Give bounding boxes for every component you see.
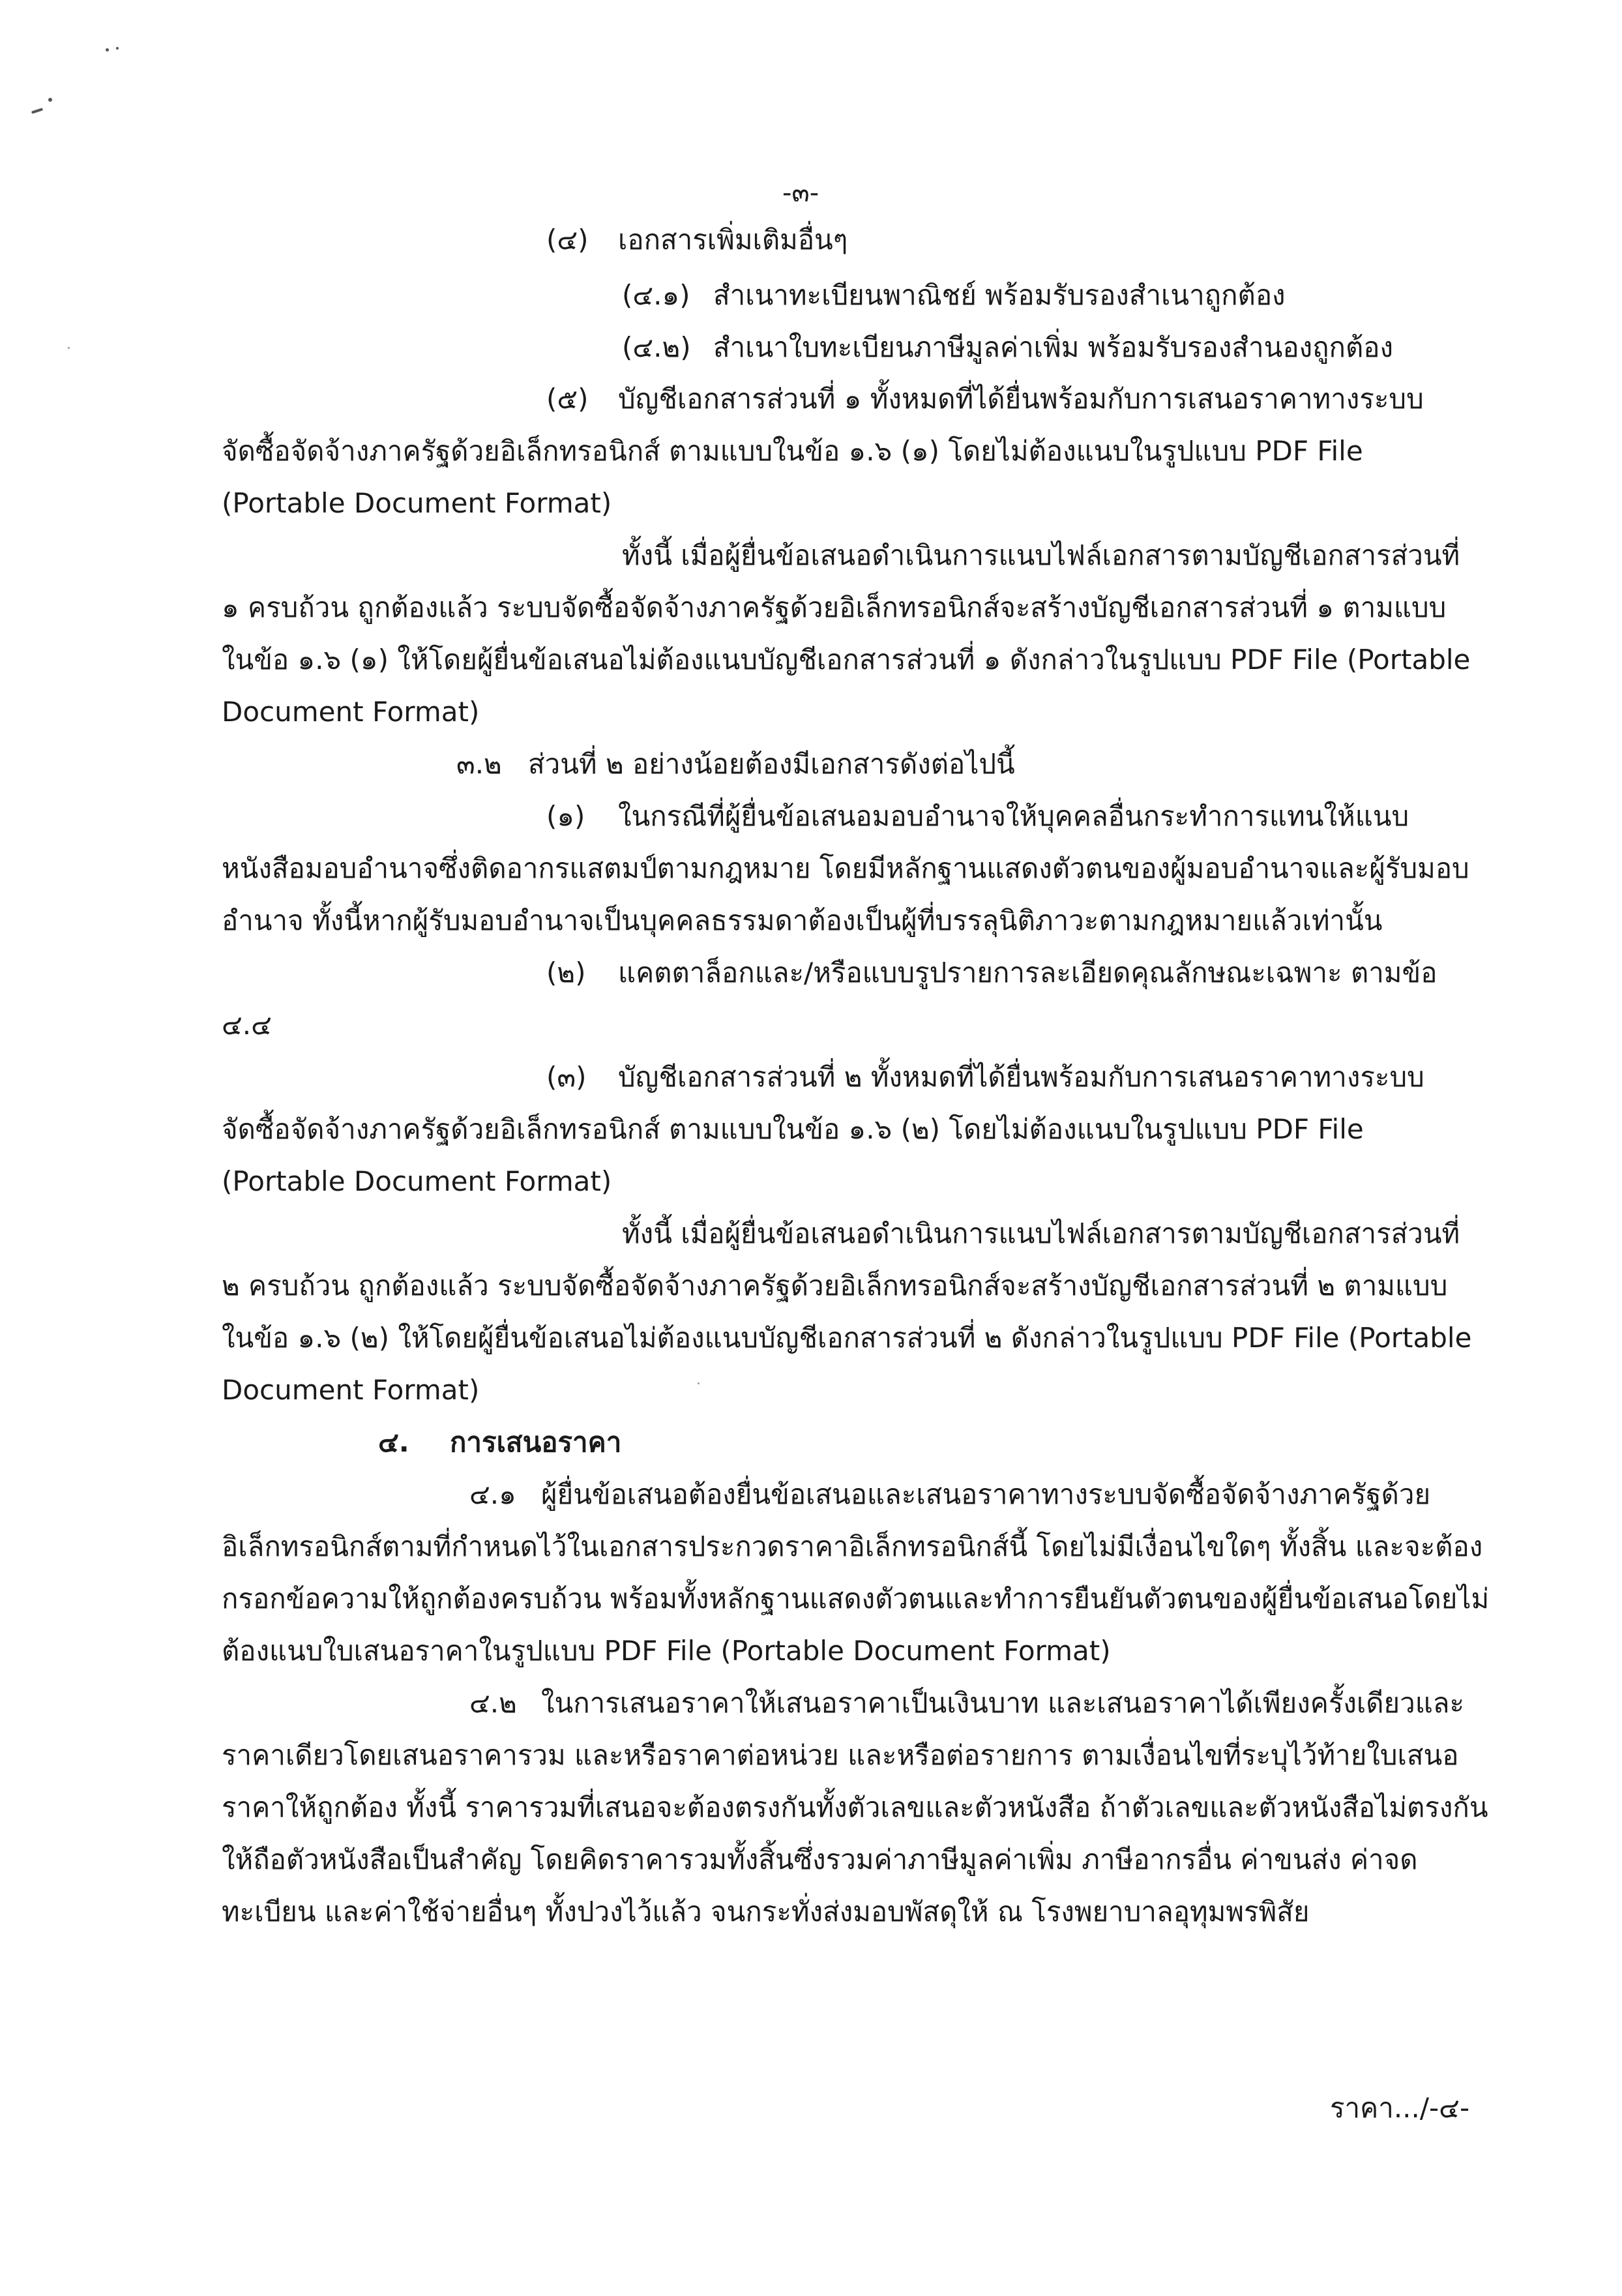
item-4-1-number: (๔.๑) [622,279,690,311]
item-4-2 [622,329,1393,366]
section-4-1-number: ๔.๑ [469,1478,516,1510]
paragraph-2-line-4: Document Format) [222,1374,480,1406]
scan-speck [106,48,109,52]
continuation-note: ราคา.../-๔- [1330,2092,1470,2124]
section-4-2-text: ในการเสนอราคาให้เสนอราคาเป็นเงินบาท และเสนอราคาได้เพียงครั้งเดียวและ [541,1687,1465,1719]
section-4-2-line-2: ราคาเดียวโดยเสนอราคารวม และหรือราคาต่อหน่วย และหรือต่อรายการ ตามเงื่อนไขที่ระบุไว้ท้ายใบเสนอ [222,1739,1459,1771]
item-5-line-2: จัดซื้อจัดจ้างภาครัฐด้วยอิเล็กทรอนิกส์ ตามแบบในข้อ ๑.๖ (๑) โดยไม่ต้องแนบในรูปแบบ PDF File [222,435,1363,467]
item-5-line-3: (Portable Document Format) [222,487,612,519]
section-4-1-line-4: ต้องแนบใบเสนอราคาในรูปแบบ PDF File (Portable Document Format) [222,1635,1111,1667]
paragraph-2-line-3: ในข้อ ๑.๖ (๒) ให้โดยผู้ยื่นข้อเสนอไม่ต้องแนบบัญชีเอกสารส่วนที่ ๒ ดังกล่าวในรูปแบบ PDF File (Portable [222,1322,1472,1354]
section-3-2-text: ส่วนที่ ๒ อย่างน้อยต้องมีเอกสารดังต่อไปนี้ [528,748,1015,780]
page-number: -๓- [782,178,819,208]
item-b2-line-2: ๔.๔ [222,1009,272,1041]
scan-speck [698,1382,700,1384]
item-4-2-number: (๔.๒) [622,331,691,363]
item-b3-line-1 [546,1059,1424,1096]
paragraph-2-line-1: ทั้งนี้ เมื่อผู้ยื่นข้อเสนอดำเนินการแนบไฟล์เอกสารตามบัญชีเอกสารส่วนที่ [622,1217,1460,1249]
section-4-2-line-1 [469,1685,1464,1722]
section-4-1-line-2: อิเล็กทรอนิกส์ตามที่กำหนดไว้ในเอกสารประกวดราคาอิเล็กทรอนิกส์นี้ โดยไม่มีเงื่อนไขใดๆ ทั้งสิ้น และจะต้อง [222,1530,1483,1562]
item-5-text: บัญชีเอกสารส่วนที่ ๑ ทั้งหมดที่ได้ยื่นพร้อมกับการเสนอราคาทางระบบ [618,383,1424,415]
scan-speck [48,98,52,102]
scan-speck [116,47,119,50]
item-b1-line-3: อำนาจ ทั้งนี้หากผู้รับมอบอำนาจเป็นบุคคลธรรมดาต้องเป็นผู้ที่บรรลุนิติภาวะตามกฎหมายแล้วเท่านั้น [222,904,1383,936]
item-b1-line-1 [546,798,1409,835]
paragraph-2-line-2: ๒ ครบถ้วน ถูกต้องแล้ว ระบบจัดซื้อจัดจ้างภาครัฐด้วยอิเล็กทรอนิกส์จะสร้างบัญชีเอกสารส่วนที่ ๒ ตามแบบ [222,1270,1448,1302]
item-4 [546,222,848,258]
section-4-1-line-1 [469,1476,1430,1513]
item-b1-number: (๑) [546,800,585,832]
section-4-title: การเสนอราคา [450,1426,622,1458]
item-4-2-text: สำเนาใบทะเบียนภาษีมูลค่าเพิ่ม พร้อมรับรองสำนองถูกต้อง [713,331,1393,363]
section-4-1-text: ผู้ยื่นข้อเสนอต้องยื่นข้อเสนอและเสนอราคาทางระบบจัดซื้อจัดจ้างภาครัฐด้วย [541,1478,1431,1510]
item-b3-number: (๓) [546,1061,587,1093]
item-b3-line-2: จัดซื้อจัดจ้างภาครัฐด้วยอิเล็กทรอนิกส์ ตามแบบในข้อ ๑.๖ (๒) โดยไม่ต้องแนบในรูปแบบ PDF File [222,1113,1364,1145]
paragraph-1-line-3: ในข้อ ๑.๖ (๑) ให้โดยผู้ยื่นข้อเสนอไม่ต้องแนบบัญชีเอกสารส่วนที่ ๑ ดังกล่าวในรูปแบบ PDF File (Portable [222,644,1471,676]
paragraph-1-line-4: Document Format) [222,696,480,728]
paragraph-1-line-2: ๑ ครบถ้วน ถูกต้องแล้ว ระบบจัดซื้อจัดจ้างภาครัฐด้วยอิเล็กทรอนิกส์จะสร้างบัญชีเอกสารส่วนที่ ๑ ตามแบบ [222,591,1447,623]
scan-speck [68,347,70,349]
item-4-1 [622,277,1286,314]
section-4-number: ๔. [378,1426,409,1458]
section-4-2-line-3: ราคาให้ถูกต้อง ทั้งนี้ ราคารวมที่เสนอจะต้องตรงกันทั้งตัวเลขและตัวหนังสือ ถ้าตัวเลขและตัวหนังสือไม่ตรงกัน [222,1791,1488,1823]
section-3-2 [456,746,1015,783]
section-4-2-line-4: ให้ถือตัวหนังสือเป็นสำคัญ โดยคิดราคารวมทั้งสิ้นซึ่งรวมค่าภาษีมูลค่าเพิ่ม ภาษีอากรอื่น ค่าขนส่ง ค่าจด [222,1843,1418,1875]
section-4-heading [378,1424,621,1461]
item-b2-number: (๒) [546,957,586,989]
item-5-line-1 [546,381,1424,417]
item-4-1-text: สำเนาทะเบียนพาณิชย์ พร้อมรับรองสำเนาถูกต้อง [713,279,1286,311]
scan-speck [31,108,43,113]
item-b3-line-3: (Portable Document Format) [222,1165,612,1197]
section-4-2-number: ๔.๒ [469,1687,517,1719]
item-b2-text: แคตตาล็อกและ/หรือแบบรูปรายการละเอียดคุณลักษณะเฉพาะ ตามข้อ [618,957,1438,989]
item-4-text: เอกสารเพิ่มเติมอื่นๆ [618,224,848,256]
section-4-1-line-3: กรอกข้อความให้ถูกต้องครบถ้วน พร้อมทั้งหลักฐานแสดงตัวตนและทำการยืนยันตัวตนของผู้ยื่นข้อเสนอโดยไม่ [222,1583,1490,1615]
item-5-number: (๕) [546,383,589,415]
item-b1-text: ในกรณีที่ผู้ยื่นข้อเสนอมอบอำนาจให้บุคคลอื่นกระทำการแทนให้แนบ [618,800,1409,832]
section-4-2-line-5: ทะเบียน และค่าใช้จ่ายอื่นๆ ทั้งปวงไว้แล้ว จนกระทั่งส่งมอบพัสดุให้ ณ โรงพยาบาลอุทุมพรพิสัย [222,1896,1310,1928]
item-b1-line-2: หนังสือมอบอำนาจซึ่งติดอากรแสตมป์ตามกฎหมาย โดยมีหลักฐานแสดงตัวตนของผู้มอบอำนาจและผู้รับมอบ [222,852,1469,884]
item-4-number: (๔) [546,224,589,256]
paragraph-1-line-1: ทั้งนี้ เมื่อผู้ยื่นข้อเสนอดำเนินการแนบไฟล์เอกสารตามบัญชีเอกสารส่วนที่ [622,539,1460,571]
section-3-2-number: ๓.๒ [456,748,502,780]
item-b3-text: บัญชีเอกสารส่วนที่ ๒ ทั้งหมดที่ได้ยื่นพร้อมกับการเสนอราคาทางระบบ [618,1061,1424,1093]
item-b2-line-1 [546,955,1437,991]
